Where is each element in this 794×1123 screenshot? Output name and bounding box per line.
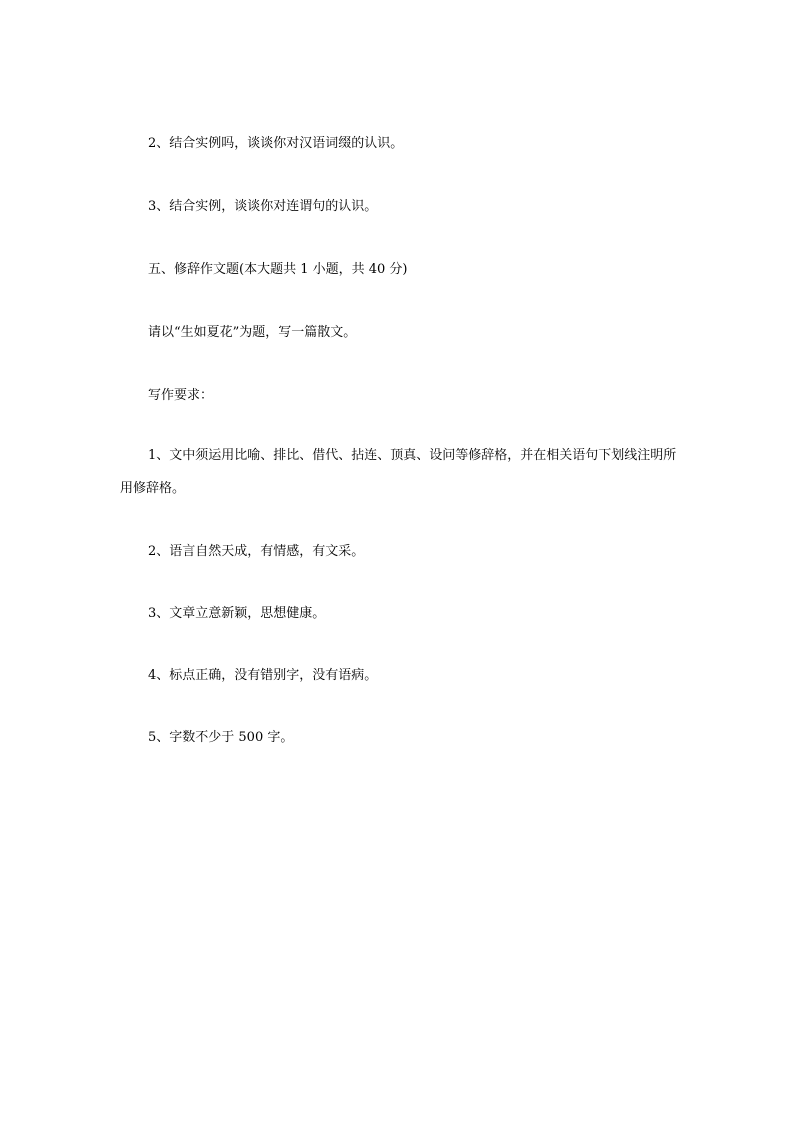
requirement-2: 2、语言自然天成，有情感，有文采。 (148, 544, 365, 559)
requirement-3: 3、文章立意新颖，思想健康。 (148, 606, 326, 621)
section-5-heading: 五、修辞作文题(本大题共 1 小题，共 40 分) (148, 262, 408, 277)
essay-prompt: 请以“生如夏花”为题，写一篇散文。 (148, 325, 357, 340)
question-2-text: 2、结合实例吗，谈谈你对汉语词缀的认识。 (148, 136, 404, 151)
requirement-1: 1、文中须运用比喻、排比、借代、拈连、顶真、设问等修辞格，并在相关语句下划线注明所用修辞格。 (120, 448, 677, 496)
requirements-heading: 写作要求： (148, 388, 214, 403)
question-3-text: 3、结合实例，谈谈你对连谓句的认识。 (148, 199, 378, 214)
requirement-4: 4、标点正确，没有错别字，没有语病。 (148, 668, 378, 683)
requirement-5: 5、字数不少于 500 字。 (148, 730, 294, 745)
